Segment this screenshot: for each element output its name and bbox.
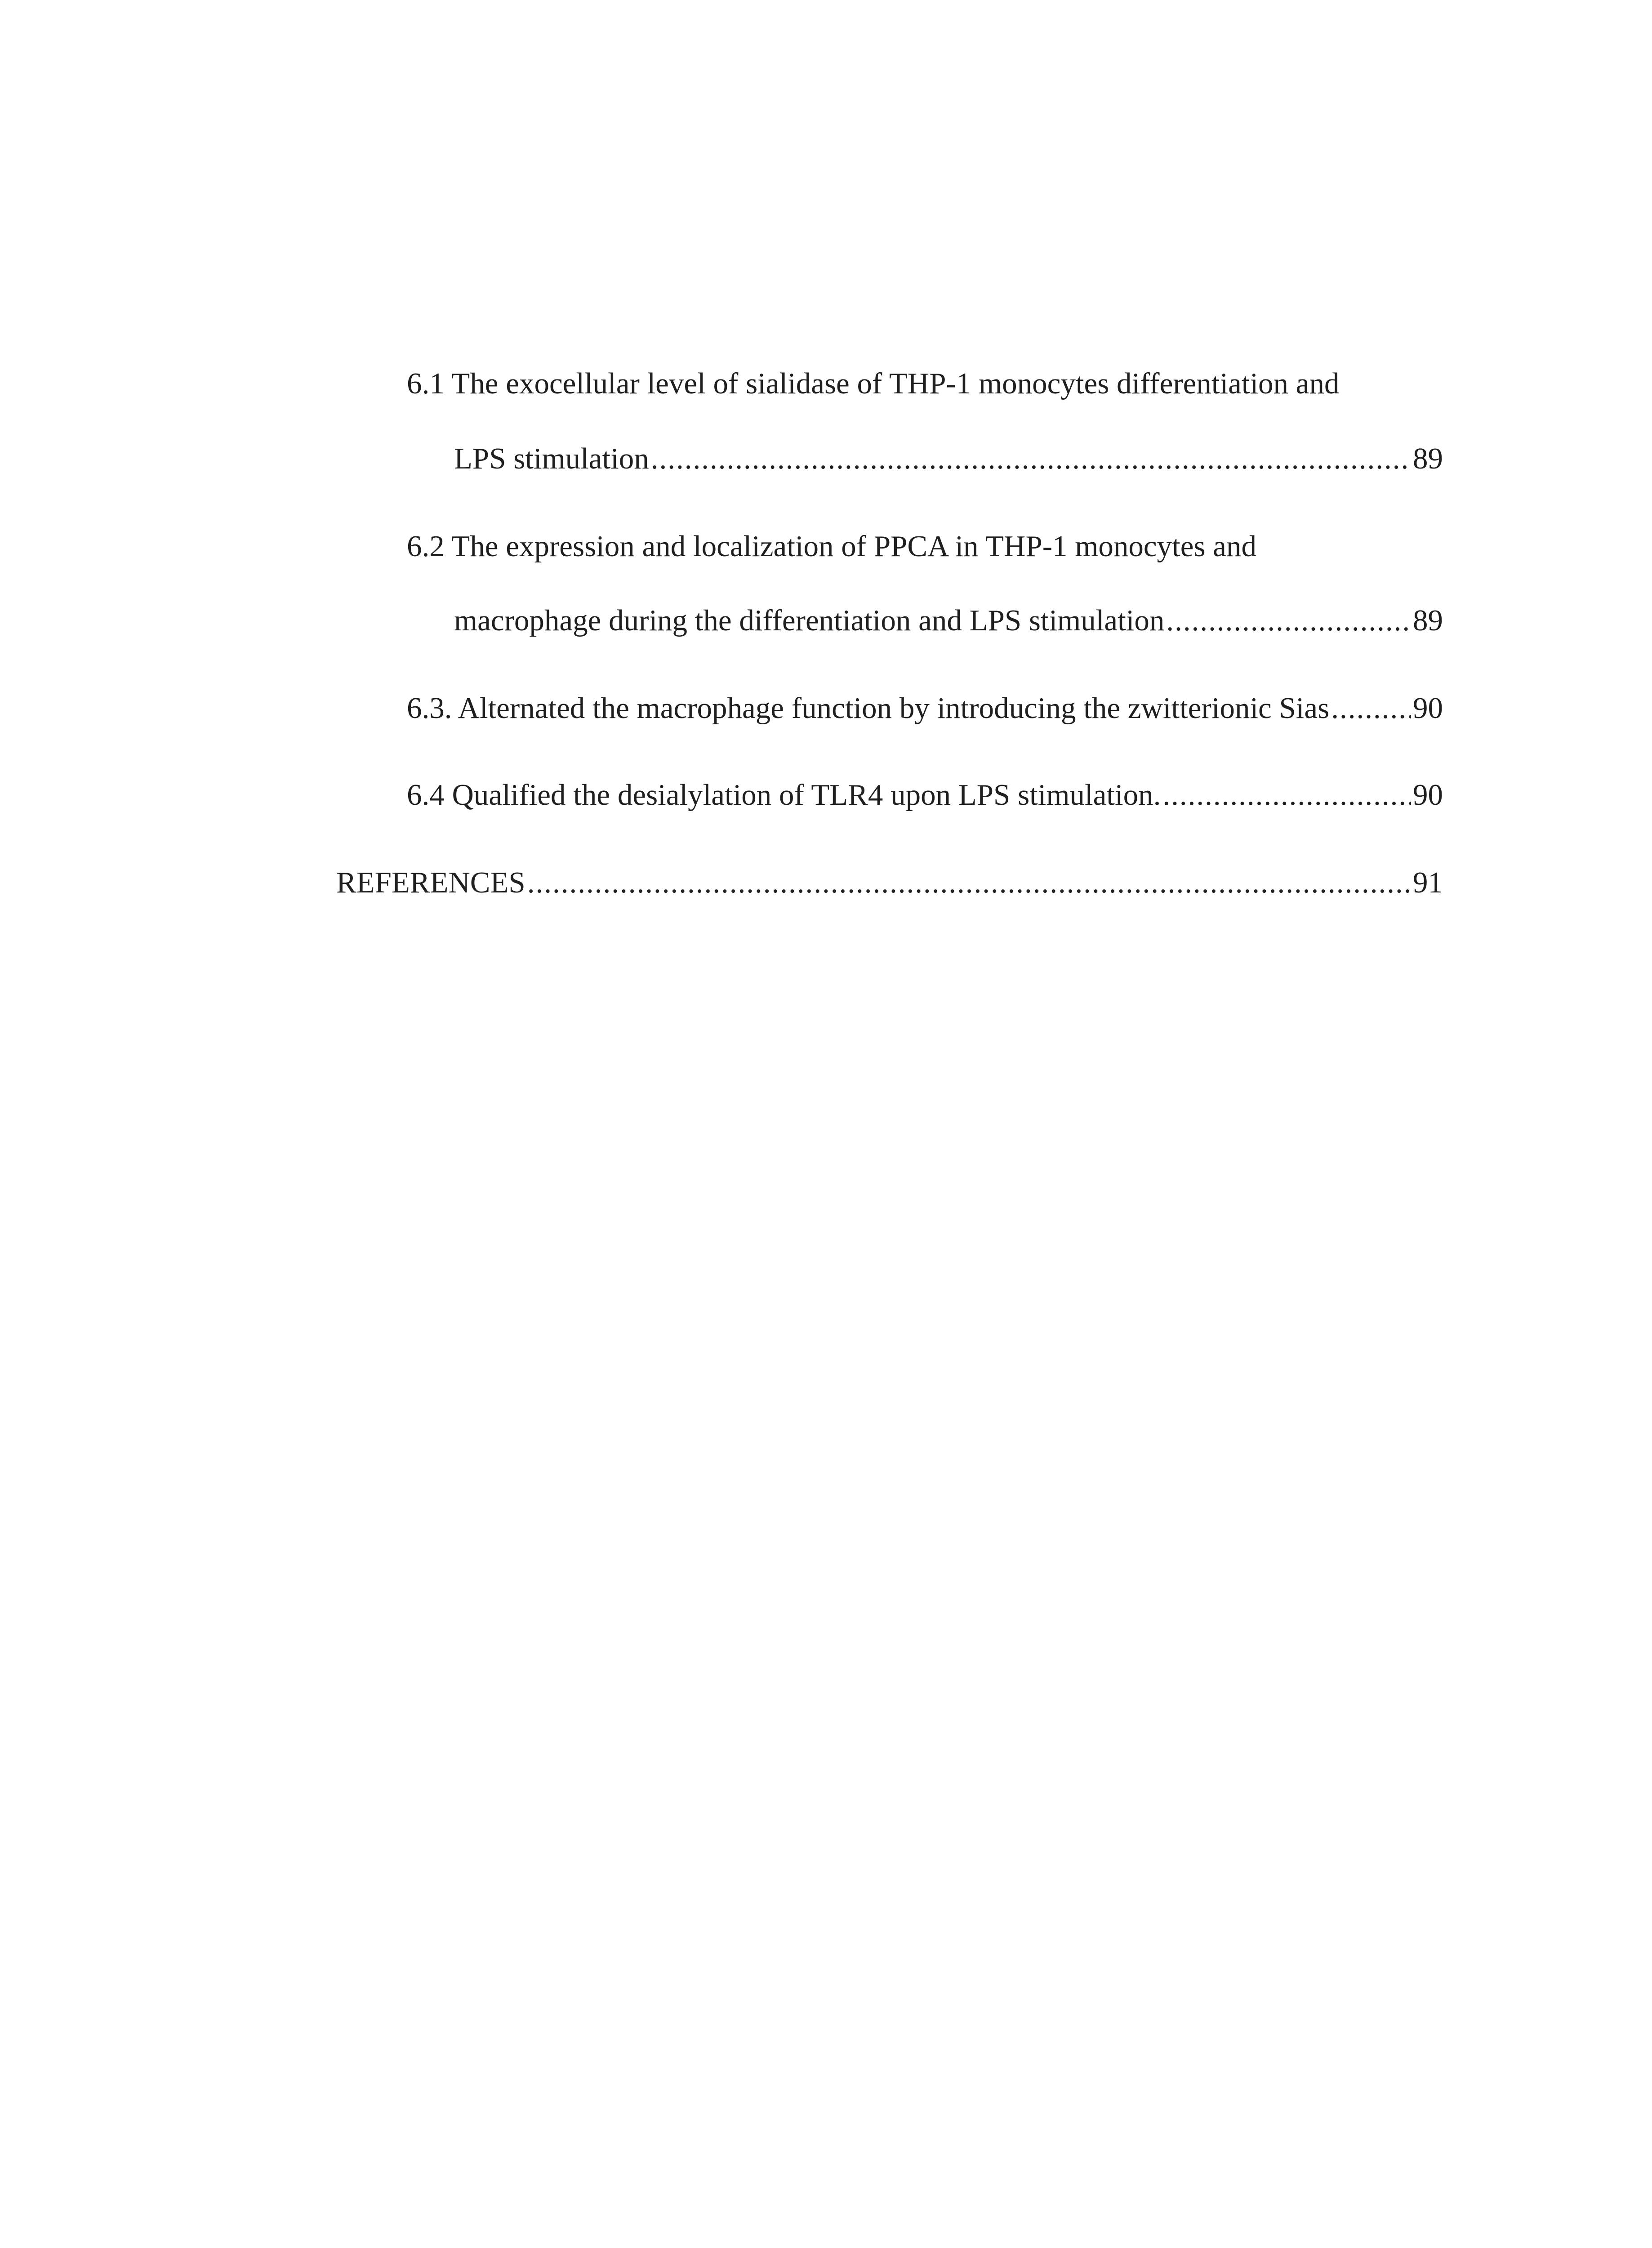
toc-page-number: 91 bbox=[1413, 866, 1443, 899]
toc-entry-title: macrophage during the differentiation and LPS stimulation bbox=[454, 604, 1165, 637]
toc-entry-6-4 bbox=[407, 775, 1443, 815]
toc-entry-6-3 bbox=[407, 688, 1443, 728]
dot-leader bbox=[1162, 775, 1411, 815]
toc-entry-title: LPS stimulation bbox=[454, 442, 649, 475]
toc-page-number: 90 bbox=[1413, 691, 1443, 725]
toc-page-number: 89 bbox=[1413, 604, 1443, 637]
toc-entry-references bbox=[336, 862, 1443, 903]
toc-entry-title: 6.3. Alternated the macrophage function by introducing the zwitterionic Sias bbox=[407, 691, 1330, 725]
toc-entry-title: 6.1 The exocellular level of sialidase of THP-1 monocytes differentiation and bbox=[407, 367, 1340, 400]
toc-entry-title: REFERENCES bbox=[336, 866, 525, 899]
toc-entry-title: 6.2 The expression and localization of PPCA in THP-1 monocytes and bbox=[407, 530, 1257, 563]
dot-leader bbox=[527, 862, 1411, 903]
toc-entry-6-2-line-2 bbox=[454, 600, 1443, 641]
toc-page-number: 90 bbox=[1413, 778, 1443, 812]
toc-page-number: 89 bbox=[1413, 442, 1443, 475]
toc-entry-6-1-line-2 bbox=[454, 438, 1443, 479]
dot-leader bbox=[1166, 600, 1411, 641]
toc-entry-6-1-line-1 bbox=[407, 363, 1340, 404]
toc-entry-title: 6.4 Qualified the desialylation of TLR4 upon LPS stimulation. bbox=[407, 778, 1161, 812]
dot-leader bbox=[651, 438, 1411, 479]
dot-leader bbox=[1331, 688, 1411, 728]
toc-entry-6-2-line-1 bbox=[407, 526, 1256, 566]
